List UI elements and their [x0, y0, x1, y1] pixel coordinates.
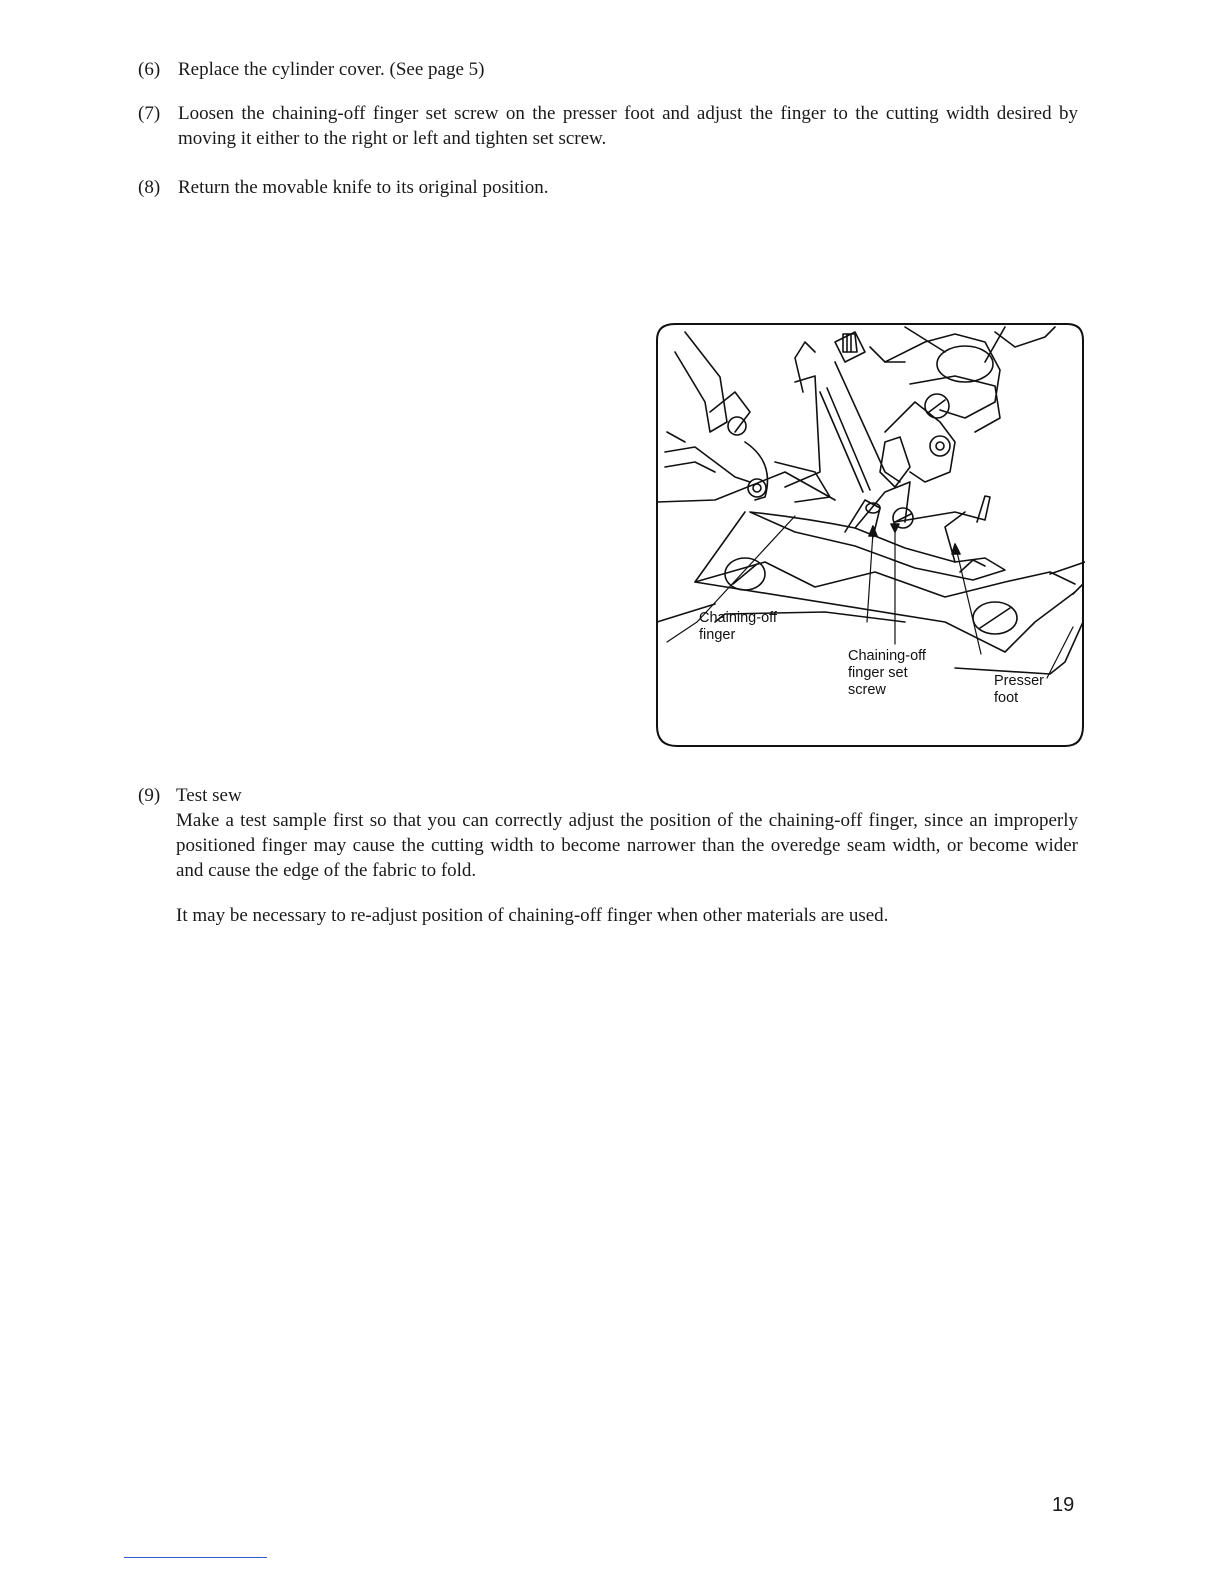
step-7 — [138, 101, 1078, 151]
label-line: screw — [848, 682, 886, 698]
step-number: (9) — [138, 785, 161, 806]
step-text: Replace the cylinder cover. (See page 5) — [178, 59, 485, 80]
step-number: (7) — [138, 103, 161, 124]
label-line: Presser — [994, 673, 1044, 689]
label-line: finger — [699, 627, 736, 643]
step-text: Loosen the chaining-off finger set screw on the presser foot and adjust the finger to the cutting width desired by moving it either to the right or left and tighten set screw. — [178, 103, 1078, 149]
footer-rule — [124, 1557, 267, 1558]
step-8 — [138, 175, 1078, 200]
step-6 — [138, 57, 1078, 82]
step-title: Test sew — [176, 785, 242, 806]
label-line: finger set — [848, 665, 908, 681]
label-chaining-off-finger-set-screw — [848, 648, 926, 699]
label-line: Chaining-off — [699, 610, 777, 626]
step-number: (6) — [138, 59, 161, 80]
step-number: (8) — [138, 177, 161, 198]
presser-foot-illustration — [655, 322, 1085, 748]
label-presser-foot — [994, 673, 1044, 707]
label-chaining-off-finger — [699, 610, 777, 644]
label-line: foot — [994, 690, 1019, 706]
adjustment-note: It may be necessary to re-adjust position of chaining-off finger when other materials are used. — [176, 905, 889, 926]
page-number: 19 — [1052, 1494, 1075, 1516]
step-text: Make a test sample first so that you can correctly adjust the position of the chaining-off finger, since an improperly positioned finger may cause the cutting width to become narrower than the overedge seam width, or become wider and cause the edge of the fabric to fold. — [176, 810, 1078, 881]
label-line: Chaining-off — [848, 648, 926, 664]
step-text: Return the movable knife to its original position. — [178, 177, 549, 198]
step-9 — [138, 783, 1078, 883]
